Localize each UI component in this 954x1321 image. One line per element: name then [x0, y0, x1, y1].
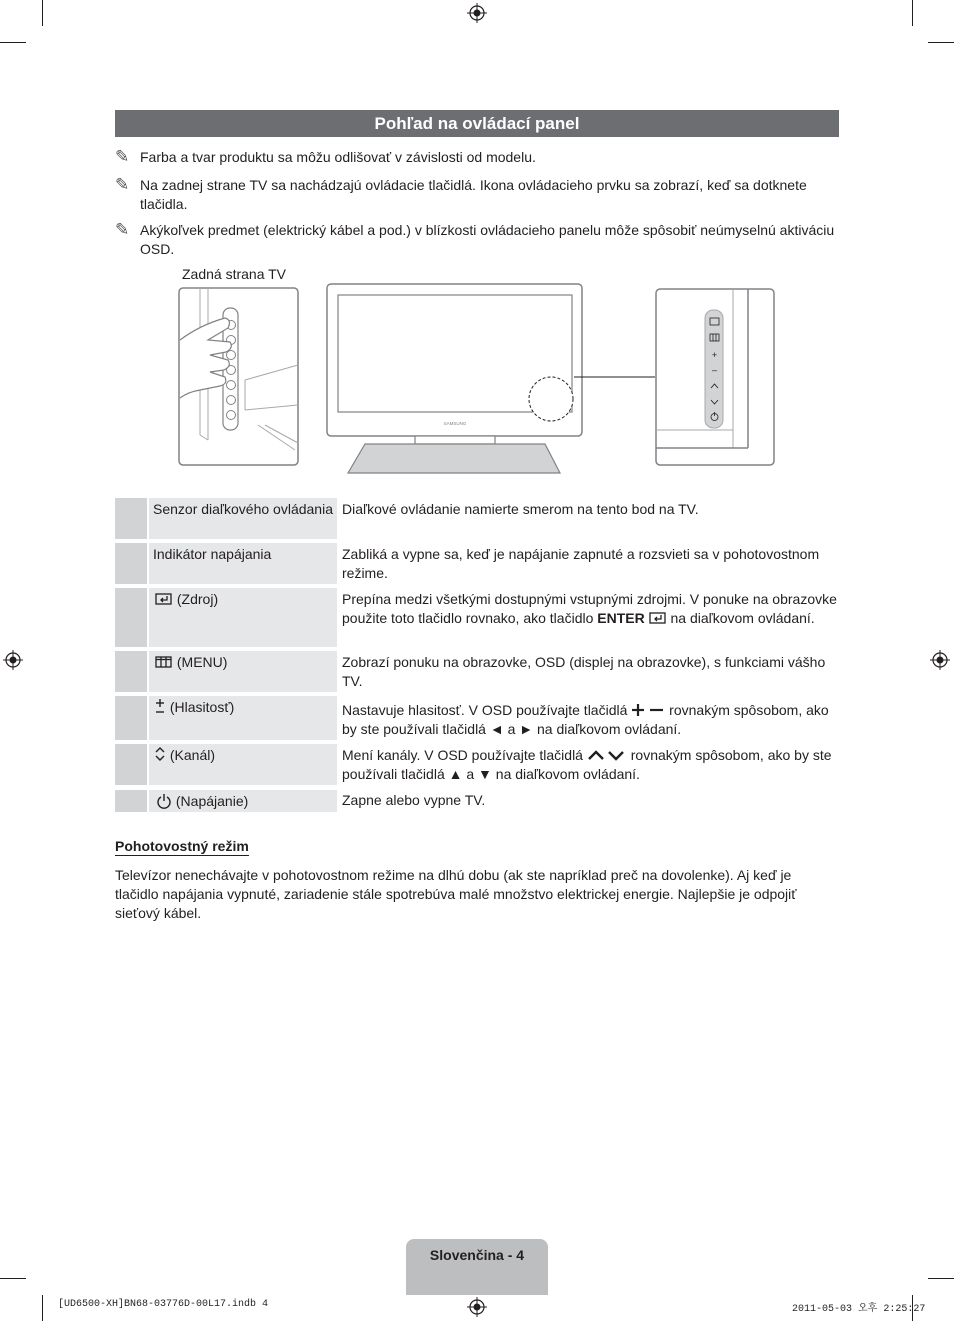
page-number-tab: Slovenčina - 4 — [406, 1239, 548, 1295]
pencil-note-icon: ✎ — [115, 147, 130, 166]
svg-text:–: – — [711, 365, 718, 375]
crop-mark — [928, 42, 954, 43]
table-row: Senzor diaľkového ovládania Diaľkové ovládanie namierte smerom na tento bod na TV. — [115, 498, 839, 539]
control-panel-detail — [656, 289, 774, 465]
svg-text:+: + — [711, 350, 718, 360]
volume-icon — [154, 698, 166, 714]
crop-mark — [0, 1278, 26, 1279]
source-icon — [155, 593, 173, 605]
back-panel-detail — [179, 288, 298, 465]
menu-icon — [155, 656, 173, 668]
back-side-label: Zadná strana TV — [182, 266, 287, 282]
table-row: (MENU) Zobrazí ponuku na obrazovke, OSD (displej na obrazovke), s funkciami vášho TV. — [115, 651, 839, 692]
table-row: (Zdroj) Prepína medzi všetkými dostupnými vstupnými zdrojmi. V ponuke na obrazovke použite toto tlačidlo rovnako, ako tlačidlo ENTER na diaľkovom ovládaní. — [115, 588, 839, 647]
tv-front — [327, 284, 655, 473]
pencil-note-icon: ✎ — [115, 220, 130, 239]
standby-heading: Pohotovostný režim — [115, 838, 249, 854]
registration-mark-icon — [930, 650, 950, 670]
registration-mark-icon — [3, 650, 23, 670]
table-row: (Hlasitosť) Nastavuje hlasitosť. V OSD používajte tlačidlá rovnakým spôsobom, ako by ste používali tlačidlá ◄ a ► na diaľkovom ovládaní. — [115, 696, 839, 740]
note: ✎ Farba a tvar produktu sa môžu odlišovať v závislosti od modelu. — [115, 147, 536, 166]
tv-illustration — [170, 280, 790, 480]
crop-mark — [928, 1278, 954, 1279]
tv-brand: SAMSUNG — [443, 421, 467, 426]
up-down-icon — [587, 749, 627, 761]
crop-mark — [42, 1295, 43, 1321]
table-row: (Napájanie) Zapne alebo vypne TV. — [115, 790, 839, 812]
print-date: 2011-05-03 오후 2:25:27 — [792, 1304, 926, 1315]
pencil-note-icon: ✎ — [115, 175, 130, 194]
channel-icon — [154, 746, 166, 762]
registration-mark-icon — [467, 1297, 487, 1317]
crop-mark — [0, 42, 26, 43]
note: ✎ Akýkoľvek predmet (elektrický kábel a pod.) v blízkosti ovládacieho panelu môže spôsobiť neúmyselnú aktiváciu OSD. — [115, 220, 835, 257]
crop-mark — [912, 0, 913, 26]
enter-icon — [649, 612, 667, 624]
note: ✎ Na zadnej strane TV sa nachádzajú ovládacie tlačidlá. Ikona ovládacieho prvku sa zobrazí, keď sa dotknete tlačidla. — [115, 175, 807, 212]
page-title: Pohľad na ovládací panel — [115, 110, 839, 137]
table-row: Indikátor napájania Zabliká a vypne sa, keď je napájanie zapnuté a rozsvieti sa v pohotovostnom režime. — [115, 543, 839, 584]
standby-text: Televízor nenechávajte v pohotovostnom režime na dlhú dobu (ak ste napríklad preč na dovolenke). Aj keď je tlačidlo napájania vypnuté, zariadenie stále spotrebúva malé množstvo elektrickej energie. Najlepšie je odpojiť sieťový kábel. — [115, 867, 797, 921]
file-name: [UD6500-XH]BN68-03776D-00L17.indb 4 — [58, 1299, 269, 1310]
power-icon — [156, 793, 172, 809]
table-row: (Kanál) Mení kanály. V OSD používajte tlačidlá rovnakým spôsobom, ako by ste používali tlačidlá ▲ a ▼ na diaľkovom ovládaní. — [115, 744, 839, 785]
plus-minus-icon — [631, 704, 665, 716]
registration-mark-icon — [467, 3, 487, 23]
crop-mark — [42, 0, 43, 26]
